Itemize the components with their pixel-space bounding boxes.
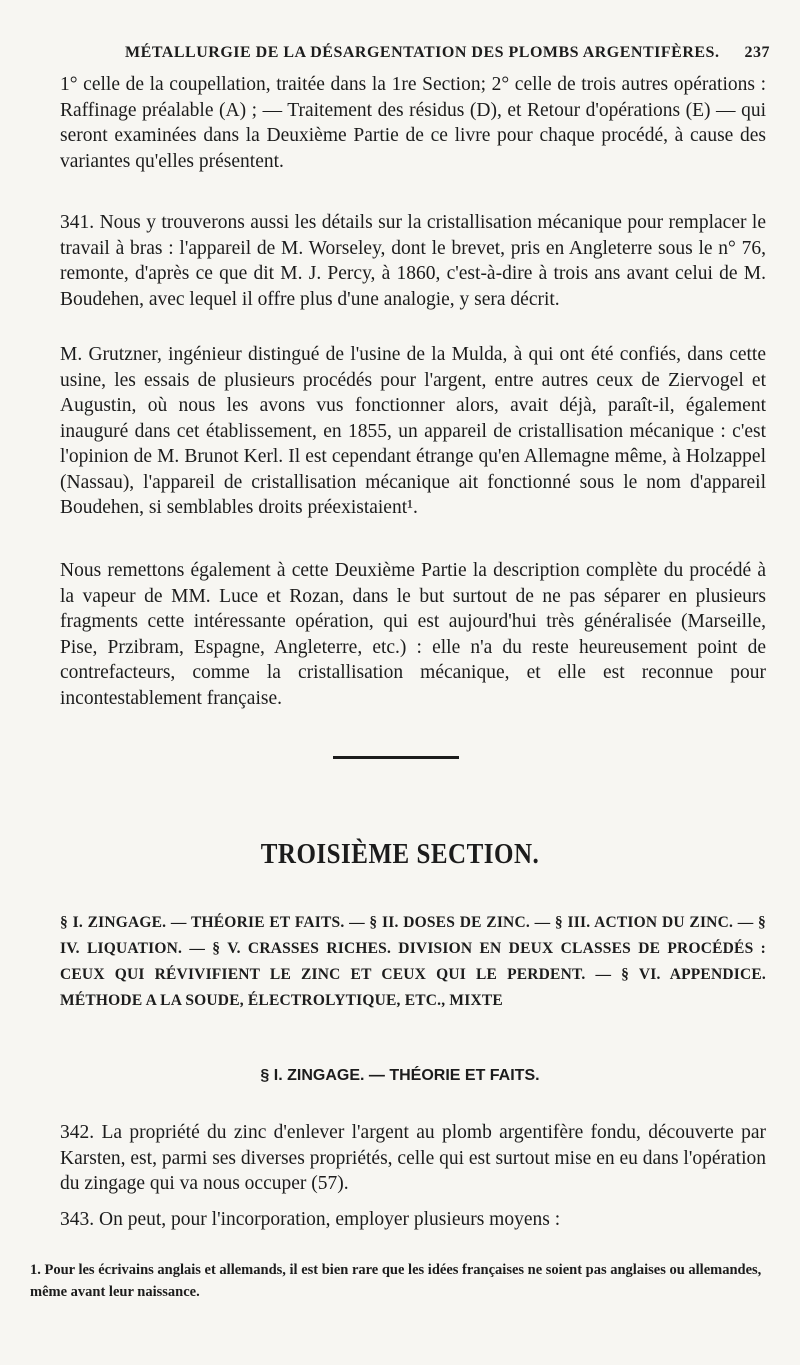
paragraph-1 <box>60 72 766 174</box>
footnote-text: 1. Pour les écrivains anglais et allemands, il est bien rare que les idées françaises ne soient pas anglaises ou allemandes, même avant leur naissance. <box>30 1262 762 1300</box>
subsection-heading: § I. ZINGAGE. — THÉORIE ET FAITS. <box>260 1067 540 1084</box>
paragraph-341 <box>60 210 766 312</box>
running-header-title: MÉTALLURGIE DE LA DÉSARGENTATION DES PLOMBS ARGENTIFÈRES. <box>125 44 720 61</box>
paragraph-342 <box>60 1120 766 1197</box>
footnote <box>30 1259 770 1303</box>
running-header <box>60 44 770 62</box>
paragraph-1-text: 1° celle de la coupellation, traitée dans la 1re Section; 2° celle de trois autres opérations : Raffinage préalable (A) ; — Traitement des résidus (D), et Retour d'opérations (E) — qui seront examinées dans la Deuxième Partie de ce livre pour chaque procédé, à cause des variantes qu'elles présentent. <box>60 74 766 172</box>
paragraph-343-text: 343. On peut, pour l'incorporation, employer plusieurs moyens : <box>60 1209 561 1230</box>
paragraph-luce-rozan <box>60 558 766 711</box>
paragraph-grutzner-text: M. Grutzner, ingénieur distingué de l'usine de la Mulda, à qui ont été confiés, dans cette usine, les essais de plusieurs procédés pour l'argent, entre autres ceux de Ziervogel et Augustin, où nous les avons vus fonctionner alors, avait déjà, paraît-il, également inauguré dans cet établissement, en 1855, un appareil de cristallisation mécanique : c'est l'opinion de M. Brunot Kerl. Il est cependant étrange qu'en Allemagne même, à Holzappel (Nassau), l'appareil de cristallisation mécanique ait fonctionné sous le nom d'appareil Boudehen, si semblables droits préexistaient¹. <box>60 344 766 518</box>
page-number: 237 <box>744 44 770 61</box>
section-divider <box>333 756 459 759</box>
section-contents <box>60 910 766 1014</box>
section-title: TROISIÈME SECTION. <box>260 838 540 870</box>
paragraph-342-text: 342. La propriété du zinc d'enlever l'argent au plomb argentifère fondu, découverte par Karsten, est, parmi ses diverses propriétés, celle qui est surtout mise en eu dans l'opération du zingage qui va nous occuper (57). <box>60 1122 766 1194</box>
paragraph-343 <box>60 1207 766 1233</box>
paragraph-luce-rozan-text: Nous remettons également à cette Deuxième Partie la description complète du procédé à la vapeur de MM. Luce et Rozan, dans le but surtout de ne pas séparer en plusieurs fragments cette intéressante opération, qui est aujourd'hui très généralisée (Marseille, Pise, Przibram, Espagne, Angleterre, etc.) : elle n'a du reste heureusement point de contrefacteurs, comme la cristallisation mécanique, et elle est reconnue pour incontestablement française. <box>60 560 766 709</box>
paragraph-grutzner <box>60 342 766 521</box>
paragraph-341-text: 341. Nous y trouverons aussi les détails sur la cristallisation mécanique pour remplacer le travail à bras : l'appareil de M. Worseley, dont le brevet, pris en Angleterre sous le n° 76, remonte, d'après ce que dit M. J. Percy, à 1860, c'est-à-dire à trois ans avant celui de M. Boudehen, avec lequel il offre plus d'une analogie, y sera décrit. <box>60 212 766 310</box>
section-contents-text: § I. ZINGAGE. — THÉORIE ET FAITS. — § II. DOSES DE ZINC. — § III. ACTION DU ZINC. — § IV. LIQUATION. — § V. CRASSES RICHES. DIVISION EN DEUX CLASSES DE PROCÉDÉS : CEUX QUI RÉVIVIFIENT LE ZINC ET CEUX QUI LE PERDENT. — § VI. APPENDICE. MÉTHODE A LA SOUDE, ÉLECTROLYTIQUE, ETC., MIXTE <box>60 914 766 1009</box>
